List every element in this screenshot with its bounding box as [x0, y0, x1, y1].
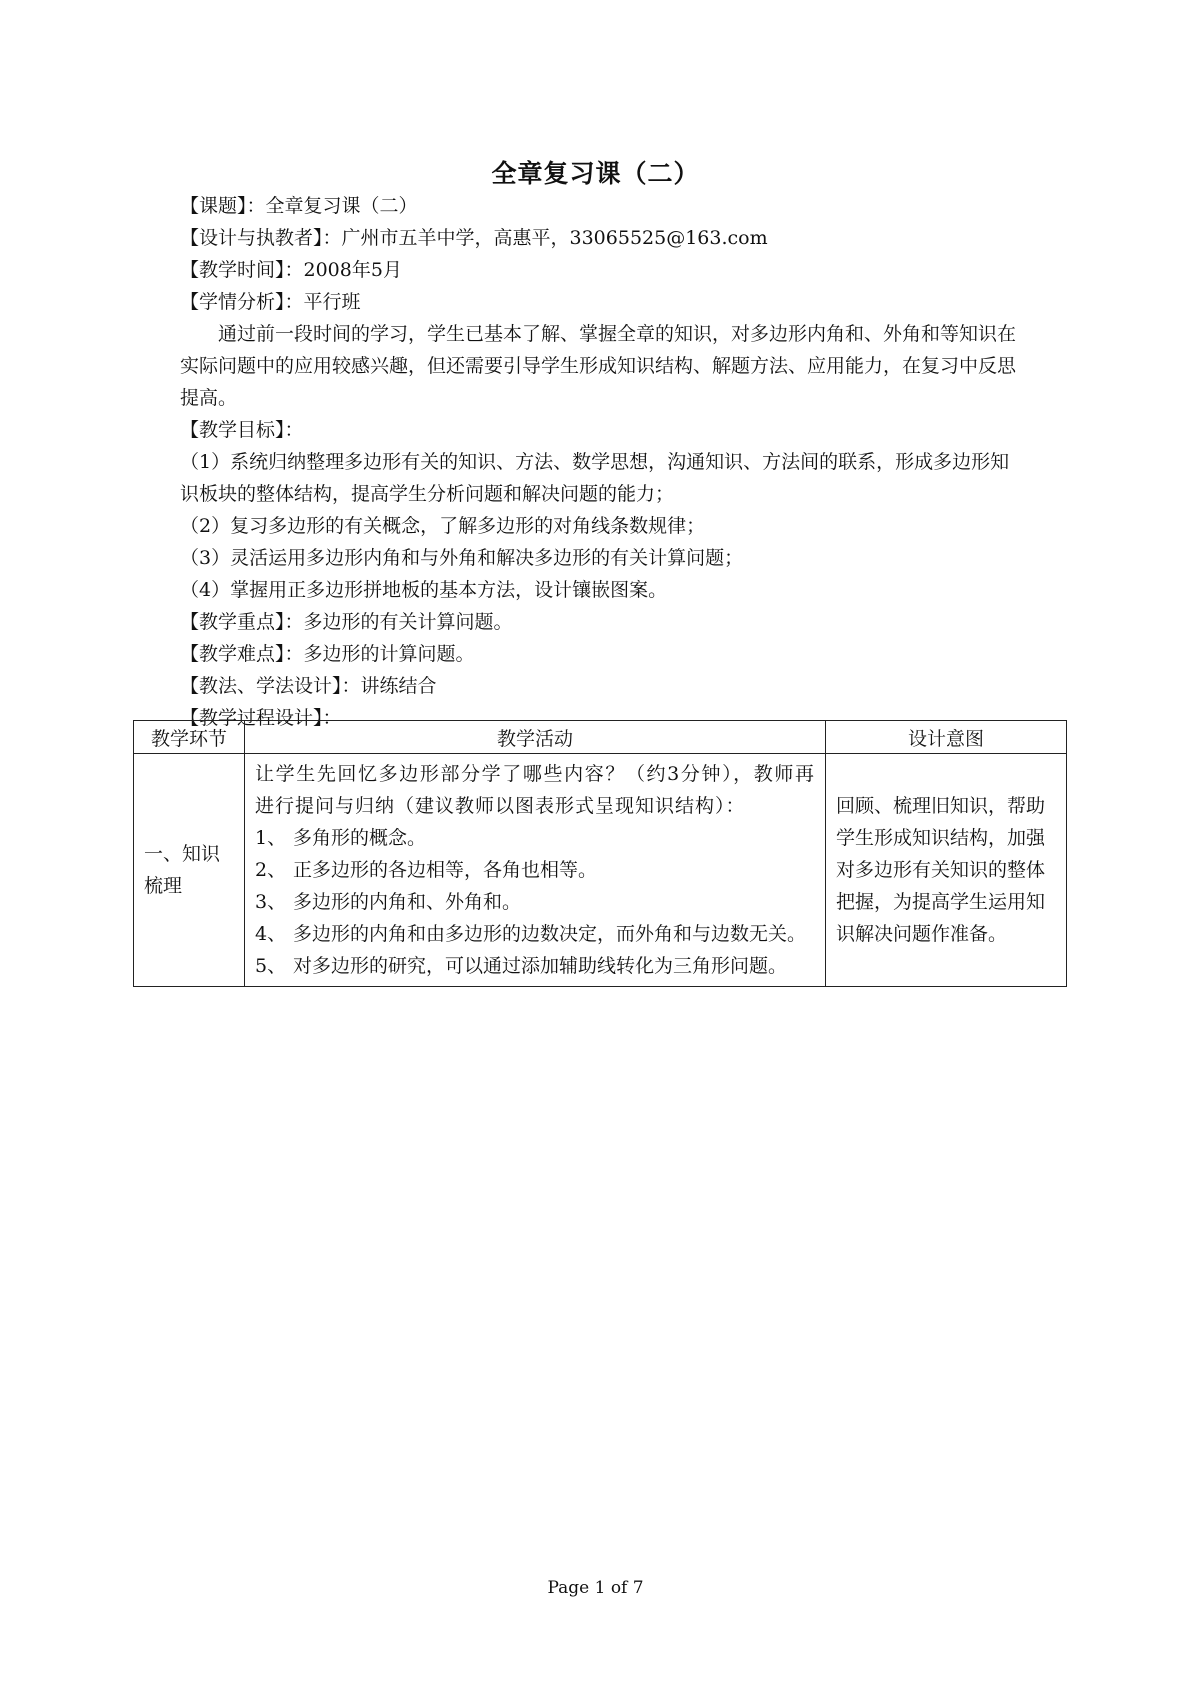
- item-text: 对多边形的研究，可以通过添加辅助线转化为三角形问题。: [293, 955, 788, 977]
- activity-cell: [245, 754, 826, 987]
- difficulty-line: 【教学难点】：多边形的计算问题。: [180, 643, 475, 665]
- designer-line: 【设计与执教者】：广州市五羊中学，高惠平，33065525@163.com: [180, 227, 768, 249]
- goal-item: （4）掌握用正多边形拼地板的基本方法，设计镶嵌图案。: [180, 579, 668, 601]
- item-number: 2、: [255, 859, 287, 881]
- topic-line: 【课题】：全章复习课（二）: [180, 195, 418, 217]
- process-heading: 【教学过程设计】：: [180, 707, 342, 729]
- item-text: 多角形的概念。: [293, 827, 427, 849]
- page-title: 全章复习课（二）: [491, 159, 700, 188]
- item-number: 1、: [255, 827, 287, 849]
- goal-item: （3）灵活运用多边形内角和与外角和解决多边形的有关计算问题；: [180, 547, 744, 569]
- list-item: [255, 950, 815, 982]
- activity-intro: 让学生先回忆多边形部分学了哪些内容？（约3分钟），教师再进行提问与归纳（建议教师以图表形式呈现知识结构）：: [255, 763, 815, 817]
- key-point-line: 【教学重点】：多边形的有关计算问题。: [180, 611, 513, 633]
- stage-cell: 一、知识梳理: [134, 754, 245, 987]
- lesson-process-table: [133, 720, 1067, 987]
- list-item: [255, 822, 815, 854]
- page-footer: Page 1 of 7: [547, 1578, 644, 1598]
- item-number: 4、: [255, 923, 287, 945]
- lesson-info: [180, 190, 1018, 734]
- item-text: 正多边形的各边相等，各角也相等。: [293, 859, 598, 881]
- item-text: 多边形的内角和、外角和。: [293, 891, 522, 913]
- goal-item: （1）系统归纳整理多边形有关的知识、方法、数学思想，沟通知识、方法间的联系，形成多边形知识板块的整体结构，提高学生分析问题和解决问题的能力；: [180, 451, 1010, 505]
- header-stage: 教学环节: [134, 721, 245, 754]
- table-row: [134, 754, 1067, 987]
- item-text: 多边形的内角和由多边形的边数决定，而外角和与边数无关。: [293, 923, 807, 945]
- analysis-line: 【学情分析】：平行班: [180, 291, 361, 313]
- goals-heading: 【教学目标】：: [180, 419, 304, 441]
- list-item: [255, 918, 815, 950]
- list-item: [255, 854, 815, 886]
- method-line: 【教法、学法设计】：讲练结合: [180, 675, 437, 697]
- item-number: 3、: [255, 891, 287, 913]
- knowledge-list: [255, 822, 815, 982]
- list-item: [255, 886, 815, 918]
- table-header-row: [134, 721, 1067, 754]
- time-line: 【教学时间】：2008年5月: [180, 259, 402, 281]
- item-number: 5、: [255, 955, 287, 977]
- goal-item: （2）复习多边形的有关概念，了解多边形的对角线条数规律；: [180, 515, 706, 537]
- intent-cell: 回顾、梳理旧知识，帮助学生形成知识结构，加强对多边形有关知识的整体把握，为提高学生运用知识解决问题作准备。: [826, 754, 1067, 987]
- header-intent: 设计意图: [826, 721, 1067, 754]
- header-activity: 教学活动: [245, 721, 826, 754]
- analysis-paragraph: 通过前一段时间的学习，学生已基本了解、掌握全章的知识，对多边形内角和、外角和等知识在实际问题中的应用较感兴趣，但还需要引导学生形成知识结构、解题方法、应用能力，在复习中反思提高。: [180, 323, 1017, 409]
